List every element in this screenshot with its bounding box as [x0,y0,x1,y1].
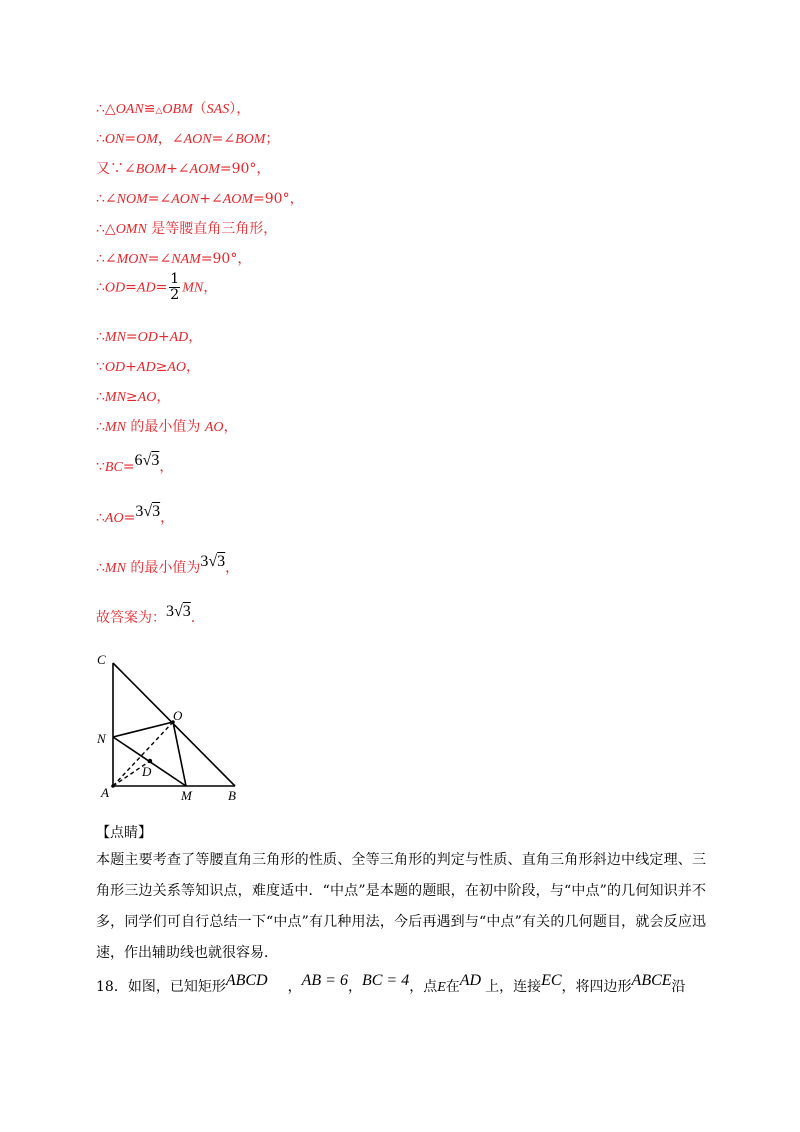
solution-line-6: ∴∠MON=∠NAM=90°， [96,251,252,267]
fraction-one-half: $\frac{1}{2}$ [170,271,180,303]
solution-line-10: ∴MN≥AO， [96,389,171,405]
comment-heading: 【点睛】 [96,825,152,841]
solution-line-2: ∴ON=OM，∠AON=∠BOM； [96,131,280,147]
label-A: A [101,785,109,800]
segment-NO [113,722,173,737]
solution-line-3: 又∵∠BOM+∠AOM=90°， [96,161,271,177]
radical-expression: 3√3 [135,503,161,520]
label-C: C [97,652,106,667]
solution-line-12: ∵BC=6√3， [96,452,174,475]
solution-line-14: ∴MN 的最小值为3√3， [96,553,240,576]
solution-line-7: ∴OD=AD= $\frac{1}{2}$ MN， [96,271,218,303]
label-B: B [228,788,236,803]
label-N: N [97,731,106,746]
solution-line-13: ∴AO=3√3， [96,503,175,526]
point-D [148,759,152,763]
solution-line-1: ∴△OAN≌△OBM（SAS）， [96,101,251,117]
solution-line-8: ∴MN=OD+AD， [96,329,203,345]
solution-line-5: ∴△OMN 是等腰直角三角形， [96,221,278,237]
label-O: O [173,708,183,723]
geometry-figure [88,650,268,810]
label-D: D [142,764,152,779]
solution-line-15: 故答案为：3√3. [96,603,196,626]
point-A [111,784,115,788]
radical-expression: 6√3 [134,452,160,469]
comment-body: 本题主要考查了等腰直角三角形的性质、全等三角形的判定与性质、直角三角形斜边中线定理、三角形三边关系等知识点，难度适中．“中点”是本题的题眼，在初中阶段，与“中点”的几何知识并不多，同学们可自行总结一下“中点”有几种用法，今后再遇到与“中点”有关的几何题目，就会反应迅速，作出辅助线也就很容易． [96,852,706,961]
radical-expression: 3√3 [200,553,226,570]
question-18: 18．如图，已知矩形ABCD ，AB = 6，BC = 4，点E在AD 上，连接EC，将四边形ABCE沿 [96,972,686,995]
label-M: M [181,788,192,803]
solution-line-11: ∴MN 的最小值为 AO， [96,419,238,435]
radical-expression: 3√3 [166,603,191,620]
segment-OM [173,722,186,786]
solution-line-9: ∵OD+AD≥AO， [96,359,200,375]
solution-line-4: ∴∠NOM=∠AON+∠AOM=90°， [96,191,304,207]
